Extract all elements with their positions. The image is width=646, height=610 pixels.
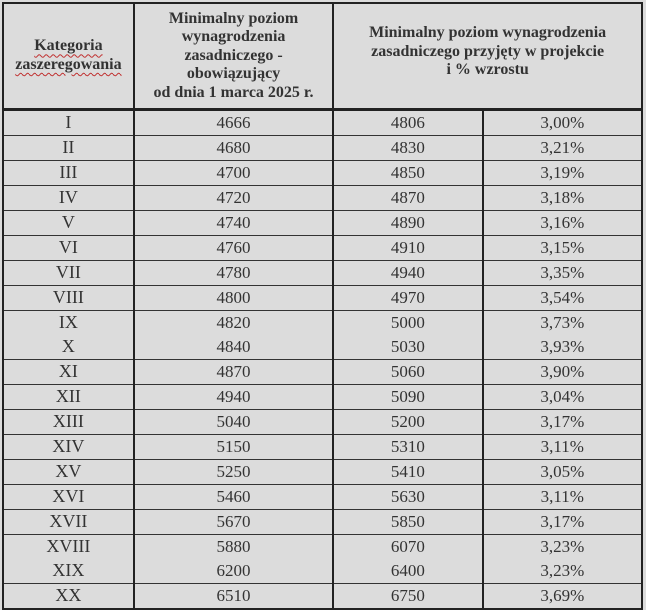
proposed-salary-cell: 5200 bbox=[333, 409, 482, 434]
category-cell: IX bbox=[3, 310, 134, 335]
increase-percent-cell: 3,05% bbox=[483, 459, 642, 484]
proposed-salary-cell: 4910 bbox=[333, 235, 482, 260]
table-row bbox=[3, 559, 642, 584]
current-salary-cell: 4820 bbox=[134, 310, 333, 335]
category-cell: VI bbox=[3, 235, 134, 260]
category-cell: XVII bbox=[3, 509, 134, 534]
header-line: od dnia 1 marca 2025 r. bbox=[153, 83, 314, 101]
header-category-line: zaszeregowania bbox=[15, 55, 122, 73]
category-cell: XI bbox=[3, 359, 134, 384]
category-cell: XV bbox=[3, 459, 134, 484]
category-cell: XVI bbox=[3, 484, 134, 509]
category-cell: II bbox=[3, 135, 134, 160]
increase-percent-cell: 3,54% bbox=[483, 285, 642, 310]
table-row bbox=[3, 409, 642, 434]
current-salary-cell: 4740 bbox=[134, 210, 333, 235]
table-row bbox=[3, 285, 642, 310]
increase-percent-cell: 3,18% bbox=[483, 185, 642, 210]
category-cell: X bbox=[3, 335, 134, 360]
category-cell: VII bbox=[3, 260, 134, 285]
table-row bbox=[3, 459, 642, 484]
proposed-salary-cell: 5850 bbox=[333, 509, 482, 534]
table-row bbox=[3, 210, 642, 235]
current-salary-cell: 4700 bbox=[134, 160, 333, 185]
proposed-salary-cell: 5060 bbox=[333, 359, 482, 384]
current-salary-cell: 4800 bbox=[134, 285, 333, 310]
proposed-salary-cell: 5410 bbox=[333, 459, 482, 484]
increase-percent-cell: 3,11% bbox=[483, 434, 642, 459]
increase-percent-cell: 3,19% bbox=[483, 160, 642, 185]
salary-table bbox=[2, 2, 643, 610]
category-cell: XII bbox=[3, 384, 134, 409]
proposed-salary-cell: 4940 bbox=[333, 260, 482, 285]
proposed-salary-cell: 6750 bbox=[333, 583, 482, 609]
current-salary-cell: 6200 bbox=[134, 559, 333, 584]
header-line: i % wzrostu bbox=[446, 61, 529, 78]
increase-percent-cell: 3,11% bbox=[483, 484, 642, 509]
proposed-salary-cell: 4890 bbox=[333, 210, 482, 235]
increase-percent-cell: 3,17% bbox=[483, 509, 642, 534]
header-line: zasadniczego przyjęty w projekcie bbox=[371, 42, 605, 60]
proposed-salary-cell: 4870 bbox=[333, 185, 482, 210]
table-row bbox=[3, 335, 642, 360]
header-proposed bbox=[333, 3, 642, 109]
category-cell: III bbox=[3, 160, 134, 185]
current-salary-cell: 4720 bbox=[134, 185, 333, 210]
header-category bbox=[3, 3, 134, 109]
increase-percent-cell: 3,16% bbox=[483, 210, 642, 235]
category-cell: XVIII bbox=[3, 534, 134, 559]
increase-percent-cell: 3,21% bbox=[483, 135, 642, 160]
current-salary-cell: 4840 bbox=[134, 335, 333, 360]
header-line: Minimalny poziom bbox=[168, 9, 299, 27]
current-salary-cell: 4870 bbox=[134, 359, 333, 384]
increase-percent-cell: 3,93% bbox=[483, 335, 642, 360]
table-row bbox=[3, 310, 642, 335]
proposed-salary-cell: 4970 bbox=[333, 285, 482, 310]
increase-percent-cell: 3,73% bbox=[483, 310, 642, 335]
current-salary-cell: 6510 bbox=[134, 583, 333, 609]
increase-percent-cell: 3,23% bbox=[483, 534, 642, 559]
header-row bbox=[3, 3, 642, 109]
table-row bbox=[3, 534, 642, 559]
increase-percent-cell: 3,15% bbox=[483, 235, 642, 260]
current-salary-cell: 4780 bbox=[134, 260, 333, 285]
header-line: obowiązujący bbox=[186, 65, 281, 82]
current-salary-cell: 4666 bbox=[134, 109, 333, 135]
category-cell: I bbox=[3, 109, 134, 135]
category-cell: XX bbox=[3, 583, 134, 609]
increase-percent-cell: 3,23% bbox=[483, 559, 642, 584]
current-salary-cell: 5460 bbox=[134, 484, 333, 509]
header-category-line: Kategoria bbox=[34, 37, 103, 55]
category-cell: XIII bbox=[3, 409, 134, 434]
header-current bbox=[134, 3, 333, 109]
header-line: zasadniczego - bbox=[184, 46, 283, 64]
proposed-salary-cell: 5310 bbox=[333, 434, 482, 459]
current-salary-cell: 5150 bbox=[134, 434, 333, 459]
table-row bbox=[3, 135, 642, 160]
table-body bbox=[3, 109, 642, 609]
proposed-salary-cell: 5030 bbox=[333, 335, 482, 360]
category-cell: V bbox=[3, 210, 134, 235]
proposed-salary-cell: 5090 bbox=[333, 384, 482, 409]
proposed-salary-cell: 4830 bbox=[333, 135, 482, 160]
current-salary-cell: 5670 bbox=[134, 509, 333, 534]
table-row bbox=[3, 109, 642, 135]
increase-percent-cell: 3,69% bbox=[483, 583, 642, 609]
table-row bbox=[3, 260, 642, 285]
proposed-salary-cell: 5000 bbox=[333, 310, 482, 335]
current-salary-cell: 5880 bbox=[134, 534, 333, 559]
table-row bbox=[3, 185, 642, 210]
table-row bbox=[3, 434, 642, 459]
category-cell: XIX bbox=[3, 559, 134, 584]
table-row bbox=[3, 509, 642, 534]
current-salary-cell: 4760 bbox=[134, 235, 333, 260]
current-salary-cell: 5250 bbox=[134, 459, 333, 484]
current-salary-cell: 4940 bbox=[134, 384, 333, 409]
table-row bbox=[3, 583, 642, 609]
current-salary-cell: 5040 bbox=[134, 409, 333, 434]
table-row bbox=[3, 384, 642, 409]
category-cell: XIV bbox=[3, 434, 134, 459]
increase-percent-cell: 3,35% bbox=[483, 260, 642, 285]
proposed-salary-cell: 4806 bbox=[333, 109, 482, 135]
current-salary-cell: 4680 bbox=[134, 135, 333, 160]
table-row bbox=[3, 235, 642, 260]
proposed-salary-cell: 6070 bbox=[333, 534, 482, 559]
increase-percent-cell: 3,17% bbox=[483, 409, 642, 434]
proposed-salary-cell: 4850 bbox=[333, 160, 482, 185]
increase-percent-cell: 3,00% bbox=[483, 109, 642, 135]
header-line: wynagrodzenia bbox=[181, 28, 286, 45]
table-row bbox=[3, 484, 642, 509]
header-line: Minimalny poziom wynagrodzenia bbox=[369, 24, 607, 41]
proposed-salary-cell: 5630 bbox=[333, 484, 482, 509]
category-cell: IV bbox=[3, 185, 134, 210]
category-cell: VIII bbox=[3, 285, 134, 310]
table-row bbox=[3, 160, 642, 185]
proposed-salary-cell: 6400 bbox=[333, 559, 482, 584]
table-row bbox=[3, 359, 642, 384]
increase-percent-cell: 3,90% bbox=[483, 359, 642, 384]
increase-percent-cell: 3,04% bbox=[483, 384, 642, 409]
